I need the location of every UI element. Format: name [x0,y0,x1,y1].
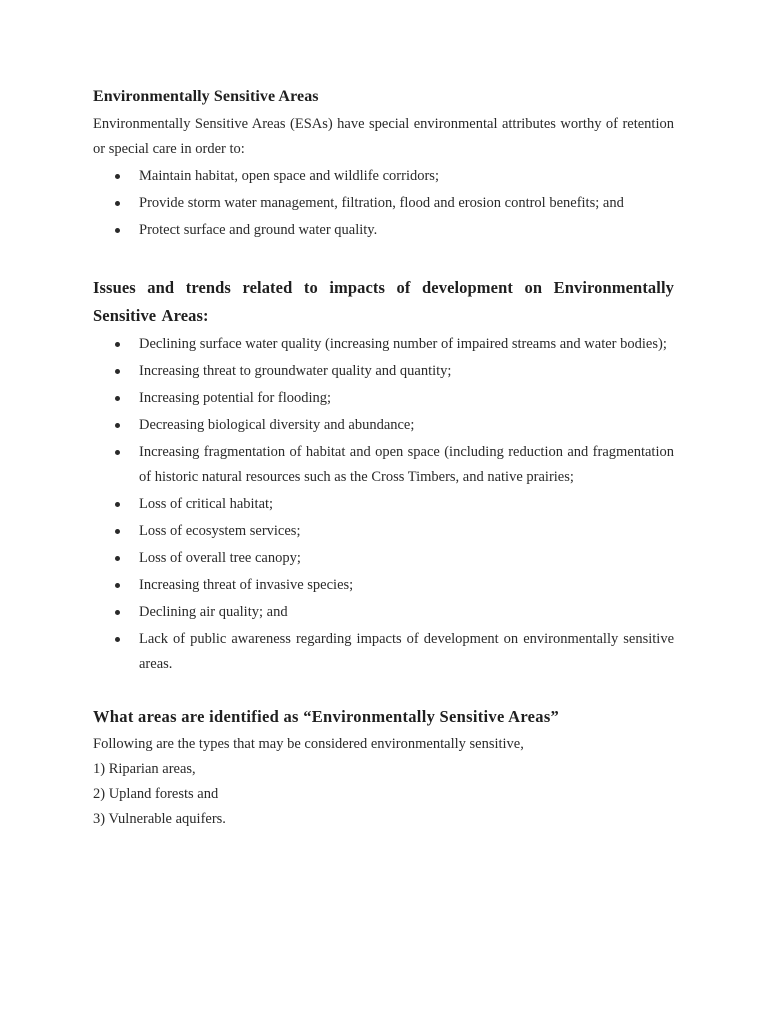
list-item: Loss of critical habitat; [93,492,674,517]
bullet-icon [115,502,120,507]
bullet-icon [115,369,120,374]
list-item: Increasing threat of invasive species; [93,573,674,598]
issues-list [93,332,674,677]
bullet-icon [115,396,120,401]
bullet-icon [115,423,120,428]
list-item: Declining surface water quality (increasing number of impaired streams and water bodies); [93,332,674,357]
list-item: Increasing fragmentation of habitat and open space (including reduction and fragmentation of historic natural resources such as the Cross Timbers, and native prairies; [93,440,674,490]
identified-areas-list [93,732,674,832]
list-item: 2) Upland forests and [93,786,219,802]
list-item: Provide storm water management, filtration, flood and erosion control benefits; and [93,191,674,216]
bullet-icon [115,342,120,347]
list-item: Increasing potential for flooding; [93,386,674,411]
esa-intro-paragraph: Environmentally Sensitive Areas (ESAs) have special environmental attributes worthy of retention or special care in order to: [93,116,674,157]
bullet-icon [115,583,120,588]
bullet-icon [115,529,120,534]
identified-areas-intro: Following are the types that may be considered environmentally sensitive, [93,736,524,752]
section-heading-issues: Issues and trends related to impacts of development on Environmentally Sensitive Areas: [93,278,674,325]
bullet-icon [115,637,120,642]
list-item: Protect surface and ground water quality. [93,218,674,243]
bullet-icon [115,201,120,206]
list-item: Lack of public awareness regarding impacts of development on environmentally sensitive areas. [93,627,674,677]
list-item: 3) Vulnerable aquifers. [93,811,226,827]
list-item: Loss of overall tree canopy; [93,546,674,571]
document-page [93,86,674,832]
list-item: Decreasing biological diversity and abundance; [93,413,674,438]
bullet-icon [115,556,120,561]
esa-purpose-list [93,164,674,243]
list-item: 1) Riparian areas, [93,761,196,777]
bullet-icon [115,450,120,455]
list-item: Increasing threat to groundwater quality and quantity; [93,359,674,384]
section-heading-esa: Environmentally Sensitive Areas [93,88,319,105]
list-item: Declining air quality; and [93,600,674,625]
section-heading-identified-areas: What areas are identified as “Environmentally Sensitive Areas” [93,707,560,726]
list-item: Maintain habitat, open space and wildlife corridors; [93,164,674,189]
bullet-icon [115,174,120,179]
bullet-icon [115,228,120,233]
list-item: Loss of ecosystem services; [93,519,674,544]
bullet-icon [115,610,120,615]
